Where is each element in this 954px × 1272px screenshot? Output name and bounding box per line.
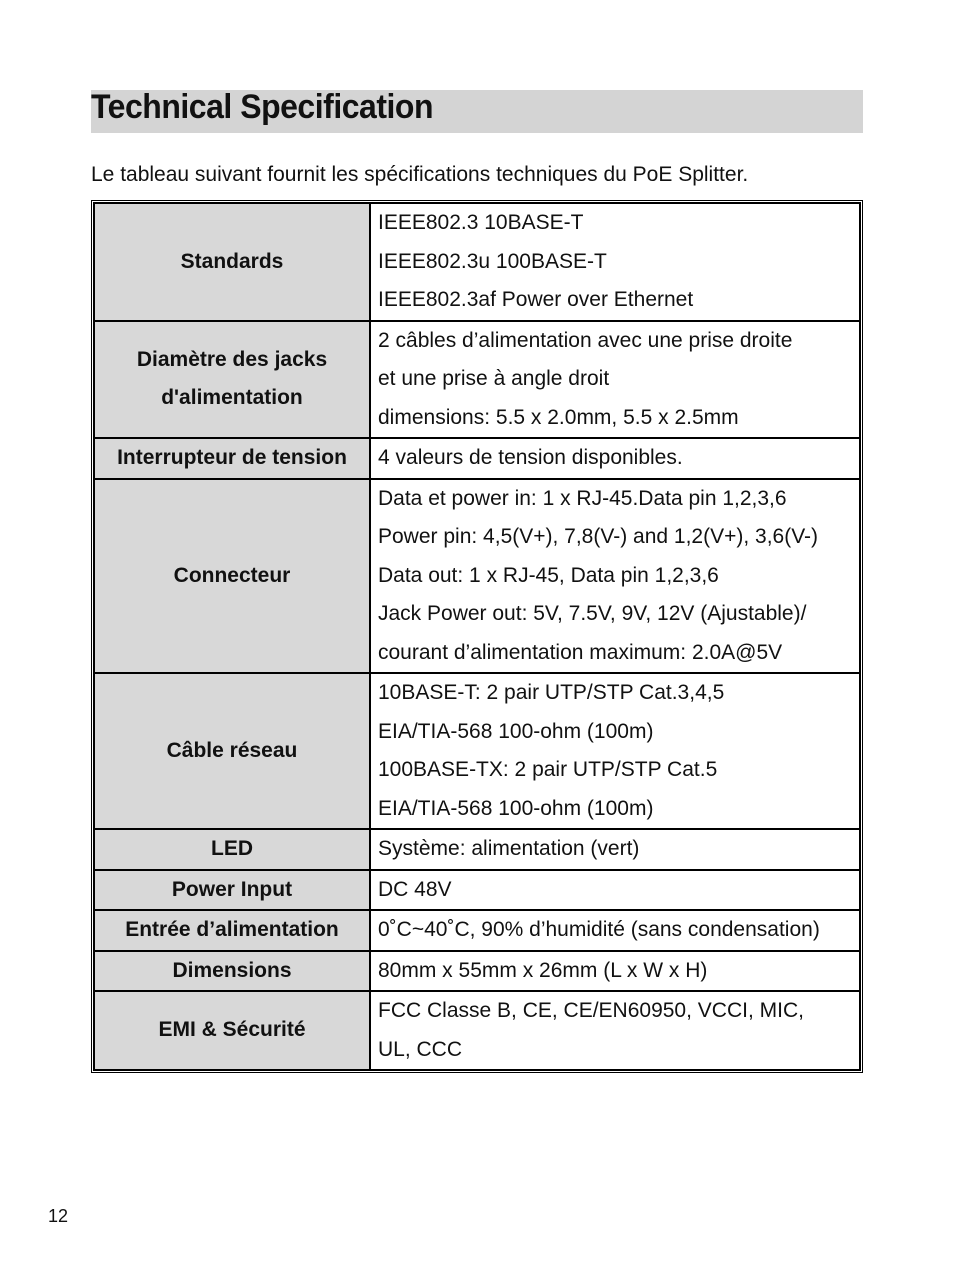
spec-label-cell [94, 203, 370, 321]
spec-value-line: EIA/TIA-568 100-ohm (100m) [378, 796, 654, 820]
page-number: 12 [48, 1206, 69, 1226]
spec-label: Power Input [171, 877, 293, 901]
spec-label-cell [94, 910, 370, 951]
spec-value-cell [370, 673, 860, 829]
spec-value-cell [370, 910, 860, 951]
spec-label-cell [94, 438, 370, 479]
spec-value-line: Data et power in: 1 x RJ-45.Data pin 1,2,3,6 [378, 486, 787, 510]
spec-value-line: DC 48V [378, 877, 452, 901]
spec-value-line: IEEE802.3 10BASE-T [378, 211, 584, 234]
spec-value-cell [370, 203, 860, 321]
spec-value-line: Jack Power out: 5V, 7.5V, 9V, 12V (Ajustable)/ [378, 602, 807, 625]
spec-label: Entrée d’alimentation [125, 918, 339, 941]
spec-value-line: FCC Classe B, CE, CE/EN60950, VCCI, MIC, [378, 999, 804, 1022]
spec-value-cell [370, 829, 860, 870]
spec-value-line: et une prise à angle droit [378, 367, 610, 390]
spec-label: Standards [180, 249, 284, 273]
spec-row [94, 991, 860, 1070]
spec-label: Interrupteur de tension [117, 446, 347, 469]
spec-row [94, 203, 860, 321]
spec-value-cell [370, 479, 860, 674]
spec-row [94, 951, 860, 992]
spec-value-line: 10BASE-T: 2 pair UTP/STP Cat.3,4,5 [378, 681, 725, 704]
spec-row [94, 870, 860, 911]
spec-label: Dimensions [172, 958, 292, 982]
spec-label: EMI & Sécurité [158, 1018, 306, 1042]
spec-label: Câble réseau [166, 738, 298, 762]
spec-value-line: Système: alimentation (vert) [378, 837, 640, 860]
spec-label: LED [211, 837, 253, 860]
spec-label-cell [94, 870, 370, 911]
spec-table-frame [91, 200, 863, 1073]
spec-row [94, 829, 860, 870]
title-bar [91, 90, 863, 133]
spec-label: Connecteur [173, 563, 291, 587]
spec-value-line: UL, CCC [378, 1037, 463, 1061]
spec-value-line: Data out: 1 x RJ-45, Data pin 1,2,3,6 [378, 563, 719, 587]
spec-value-line: dimensions: 5.5 x 2.0mm, 5.5 x 2.5mm [378, 405, 739, 429]
spec-value-line: 100BASE-TX: 2 pair UTP/STP Cat.5 [378, 758, 718, 781]
spec-value-cell [370, 951, 860, 992]
intro-text: Le tableau suivant fournit les spécifications techniques du PoE Splitter. [91, 163, 749, 186]
spec-table-body [94, 203, 860, 1070]
spec-value-line: 4 valeurs de tension disponibles. [378, 446, 683, 469]
spec-value-cell [370, 870, 860, 911]
spec-row [94, 438, 860, 479]
spec-label-cell [94, 991, 370, 1070]
spec-value-cell [370, 438, 860, 479]
page-title: Technical Specification [91, 88, 434, 126]
spec-label-cell [94, 479, 370, 674]
spec-row [94, 673, 860, 829]
spec-value-line: EIA/TIA-568 100-ohm (100m) [378, 719, 654, 743]
spec-table [93, 202, 861, 1071]
spec-row [94, 479, 860, 674]
spec-value-line: 80mm x 55mm x 26mm (L x W x H) [378, 958, 708, 982]
spec-value-line: courant d’alimentation maximum: 2.0A@5V [378, 640, 783, 664]
spec-label-cell [94, 321, 370, 439]
spec-value-cell [370, 991, 860, 1070]
spec-value-line: IEEE802.3af Power over Ethernet [378, 288, 694, 311]
spec-label-cell [94, 829, 370, 870]
spec-label: Diamètre des jacks [136, 347, 328, 371]
spec-label-cell [94, 951, 370, 992]
spec-value-line: Power pin: 4,5(V+), 7,8(V-) and 1,2(V+), 3,6(V-) [378, 525, 819, 548]
spec-row [94, 910, 860, 951]
spec-row [94, 321, 860, 439]
spec-label: d'alimentation [161, 386, 303, 410]
spec-value-line: IEEE802.3u 100BASE-T [378, 249, 607, 273]
spec-label-cell [94, 673, 370, 829]
spec-value-line: 2 câbles d’alimentation avec une prise droite [378, 328, 793, 352]
spec-value-cell [370, 321, 860, 439]
spec-value-line: 0˚C~40˚C, 90% d’humidité (sans condensation) [378, 918, 820, 941]
